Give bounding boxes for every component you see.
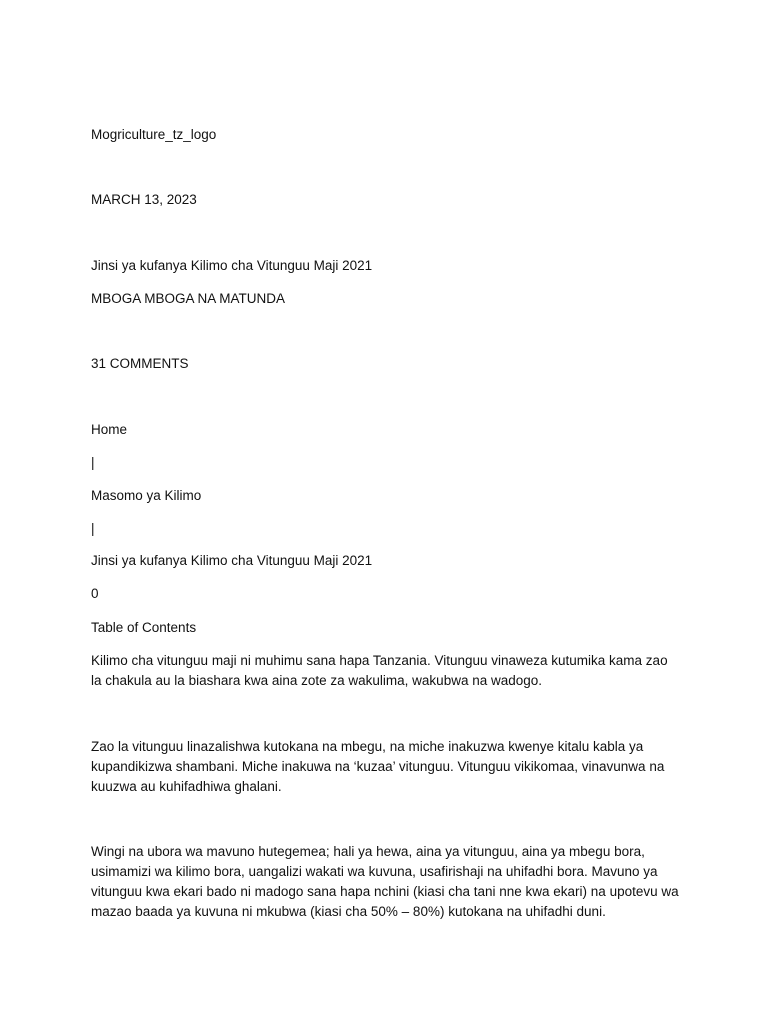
breadcrumb-separator: |	[91, 521, 95, 536]
view-counter: 0	[91, 586, 99, 601]
breadcrumb-home[interactable]: Home	[91, 422, 128, 437]
post-title: Jinsi ya kufanya Kilimo cha Vitunguu Maji 2021	[91, 258, 373, 273]
breadcrumb-separator: |	[91, 455, 95, 470]
post-date: MARCH 13, 2023	[91, 192, 197, 207]
post-category[interactable]: MBOGA MBOGA NA MATUNDA	[91, 291, 286, 306]
body-paragraph: Zao la vitunguu linazalishwa kutokana na mbegu, na miche inakuzwa kwenye kitalu kabla ya kupandikizwa shambani. Miche inakuwa na ‘kuzaa’ vitunguu. Vitunguu vikikomaa, vinavunwa na kuuzwa au kuhifadhiwa ghalani.	[91, 739, 665, 794]
body-paragraph: Kilimo cha vitunguu maji ni muhimu sana hapa Tanzania. Vitunguu vinaweza kutumika kama zao la chakula au la biashara kwa aina zote za wakulima, wakubwa na wadogo.	[91, 653, 668, 688]
logo-text: Mogriculture_tz_logo	[91, 127, 217, 142]
table-of-contents-label[interactable]: Table of Contents	[91, 620, 197, 635]
body-paragraph: Wingi na ubora wa mavuno hutegemea; hali ya hewa, aina ya vitunguu, aina ya mbegu bora, usimamizi wa kilimo bora, uangalizi wakati wa kuvuna, usafirishaji na uhifadhi bora. Mavuno ya vitunguu kwa ekari bado ni madogo sana hapa nchini (kiasi cha tani nne kwa ekari) na upotevu wa mazao baada ya kuvuna ni mkubwa (kiasi cha 50% – 80%) kutokana na uhifadhi duni.	[91, 844, 679, 919]
breadcrumb-section[interactable]: Masomo ya Kilimo	[91, 488, 202, 503]
breadcrumb-current: Jinsi ya kufanya Kilimo cha Vitunguu Maji 2021	[91, 553, 373, 568]
comments-count[interactable]: 31 COMMENTS	[91, 356, 189, 371]
